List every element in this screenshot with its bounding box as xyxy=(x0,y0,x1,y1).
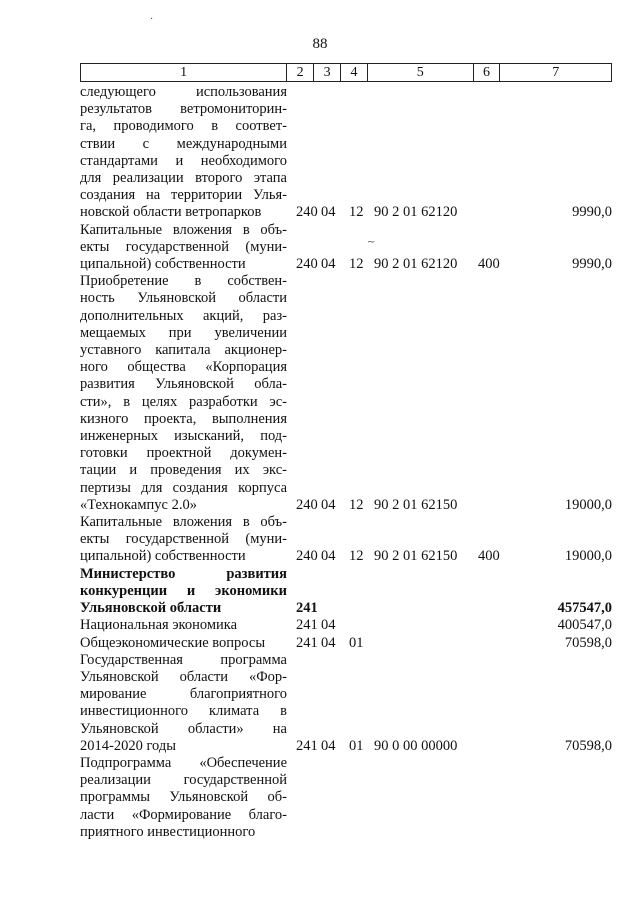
amount: 70598,0 xyxy=(564,737,612,754)
section-code: 04 xyxy=(321,737,336,754)
glav-code: 240 xyxy=(296,496,318,513)
amount: 9990,0 xyxy=(572,256,612,273)
description-line: ципальной) собственности xyxy=(80,256,246,273)
description-line: инженерных изысканий, под- xyxy=(80,428,287,445)
row-description xyxy=(80,514,287,566)
section-code: 04 xyxy=(321,617,336,634)
subsection-code: 01 xyxy=(349,737,364,754)
glav-code: 240 xyxy=(296,204,318,221)
description-line: кизного проекта, выполнения xyxy=(80,410,287,427)
subsection-code: 12 xyxy=(349,204,364,221)
row-description xyxy=(80,84,287,222)
description-line: ципальной) собственности xyxy=(80,548,246,565)
target-article-code: 90 0 00 00000 xyxy=(374,737,458,754)
description-line: ствии с международными xyxy=(80,135,287,152)
table-row xyxy=(80,514,612,566)
target-article-code: 90 2 01 62120 xyxy=(374,204,458,221)
description-line: ласти «Формирование благо- xyxy=(80,806,287,823)
row-description xyxy=(80,617,287,634)
amount: 19000,0 xyxy=(564,496,612,513)
description-line: сти», в целях разработки эс- xyxy=(80,393,287,410)
section-code: 04 xyxy=(321,496,336,513)
amount: 9990,0 xyxy=(572,204,612,221)
description-line: «Технокампус 2.0» xyxy=(80,496,197,513)
expense-type-code: 400 xyxy=(478,256,500,273)
description-line: екты государственной (муни- xyxy=(80,531,287,548)
description-line: инвестиционного климата в xyxy=(80,703,287,720)
table-row xyxy=(80,84,612,222)
glav-code: 241 xyxy=(296,617,318,634)
description-line: Государственная программа xyxy=(80,651,287,668)
table-row xyxy=(80,652,612,755)
subsection-code: 12 xyxy=(349,548,364,565)
amount: 400547,0 xyxy=(557,617,612,634)
description-line: Капитальные вложения в объ- xyxy=(80,514,287,531)
description-line: мещаемых при увеличении xyxy=(80,324,287,341)
description-line: Подпрограмма «Обеспечение xyxy=(80,754,287,771)
row-description xyxy=(80,566,287,618)
table-body xyxy=(80,84,612,841)
section-code: 04 xyxy=(321,204,336,221)
description-line: Министерство развития xyxy=(80,565,287,582)
description-line: развития Ульяновской обла- xyxy=(80,376,287,393)
subsection-code: 12 xyxy=(349,256,364,273)
target-article-code: 90 2 01 62150 xyxy=(374,548,458,565)
description-line: Общеэкономические вопросы xyxy=(80,634,266,651)
description-line: 2014-2020 годы xyxy=(80,737,176,754)
amount: 19000,0 xyxy=(564,548,612,565)
description-line: программы Ульяновской об- xyxy=(80,789,287,806)
glav-code: 241 xyxy=(296,634,318,651)
description-line: екты государственной (муни- xyxy=(80,238,287,255)
subsection-code: 01 xyxy=(349,634,364,651)
row-description xyxy=(80,222,287,274)
row-description xyxy=(80,652,287,755)
amount: 457547,0 xyxy=(557,600,612,617)
section-code: 04 xyxy=(321,548,336,565)
header-col-1: 1 xyxy=(81,64,287,81)
description-line: готовки проектной докумен- xyxy=(80,445,287,462)
description-line: мирование благоприятного xyxy=(80,686,287,703)
description-line: га, проводимого в соответ- xyxy=(80,118,287,135)
description-line: приятного инвестиционного xyxy=(80,823,256,840)
description-line: ность Ульяновской области xyxy=(80,290,287,307)
description-line: Национальная экономика xyxy=(80,617,238,634)
table-row xyxy=(80,635,612,652)
description-line: пертизы для создания корпуса xyxy=(80,479,287,496)
description-line: ного общества «Корпорация xyxy=(80,359,287,376)
header-col-3: 3 xyxy=(314,64,341,81)
header-col-5: 5 xyxy=(368,64,474,81)
glav-code: 240 xyxy=(296,256,318,273)
header-col-2: 2 xyxy=(287,64,314,81)
table-row xyxy=(80,273,612,514)
description-line: Приобретение в собствен- xyxy=(80,273,287,290)
description-line: создания на территории Улья- xyxy=(80,187,287,204)
row-description xyxy=(80,755,287,841)
table-header xyxy=(80,63,612,82)
header-col-6: 6 xyxy=(474,64,501,81)
page-number: 88 xyxy=(312,36,328,52)
description-line: стандартами и необходимого xyxy=(80,152,287,169)
table-row xyxy=(80,617,612,634)
description-line: для реализации второго этапа xyxy=(80,170,287,187)
description-line: реализации государственной xyxy=(80,772,287,789)
description-line: Капитальные вложения в объ- xyxy=(80,221,287,238)
scan-speck: · xyxy=(150,14,154,25)
section-code: 04 xyxy=(321,634,336,651)
description-line: тации и проведения их экс- xyxy=(80,462,287,479)
header-col-7: 7 xyxy=(552,65,560,80)
row-description xyxy=(80,635,287,652)
glav-code: 240 xyxy=(296,548,318,565)
table-row xyxy=(80,755,612,841)
description-line: уставного капитала акционер- xyxy=(80,342,287,359)
description-line: Ульяновской области xyxy=(80,600,222,617)
description-line: следующего использования xyxy=(80,84,287,100)
description-line: новской области ветропарков xyxy=(80,204,262,221)
table-row xyxy=(80,222,612,274)
description-line: дополнительных акций, раз- xyxy=(80,307,287,324)
description-line: Ульяновской области «Фор- xyxy=(80,668,287,685)
glav-code: 241 xyxy=(296,737,318,754)
target-article-code: 90 2 01 62120 xyxy=(374,256,458,273)
amount: 70598,0 xyxy=(564,634,612,651)
scan-mark: ~ xyxy=(367,237,376,248)
section-code: 04 xyxy=(321,256,336,273)
description-line: результатов ветромониторин- xyxy=(80,101,287,118)
description-line: Ульяновской области» на xyxy=(80,720,287,737)
description-line: конкуренции и экономики xyxy=(80,582,287,599)
header-col-4: 4 xyxy=(341,64,368,81)
expense-type-code: 400 xyxy=(478,548,500,565)
table-row xyxy=(80,566,612,618)
glav-code: 241 xyxy=(296,600,318,617)
row-description xyxy=(80,273,287,514)
subsection-code: 12 xyxy=(349,496,364,513)
target-article-code: 90 2 01 62150 xyxy=(374,496,458,513)
